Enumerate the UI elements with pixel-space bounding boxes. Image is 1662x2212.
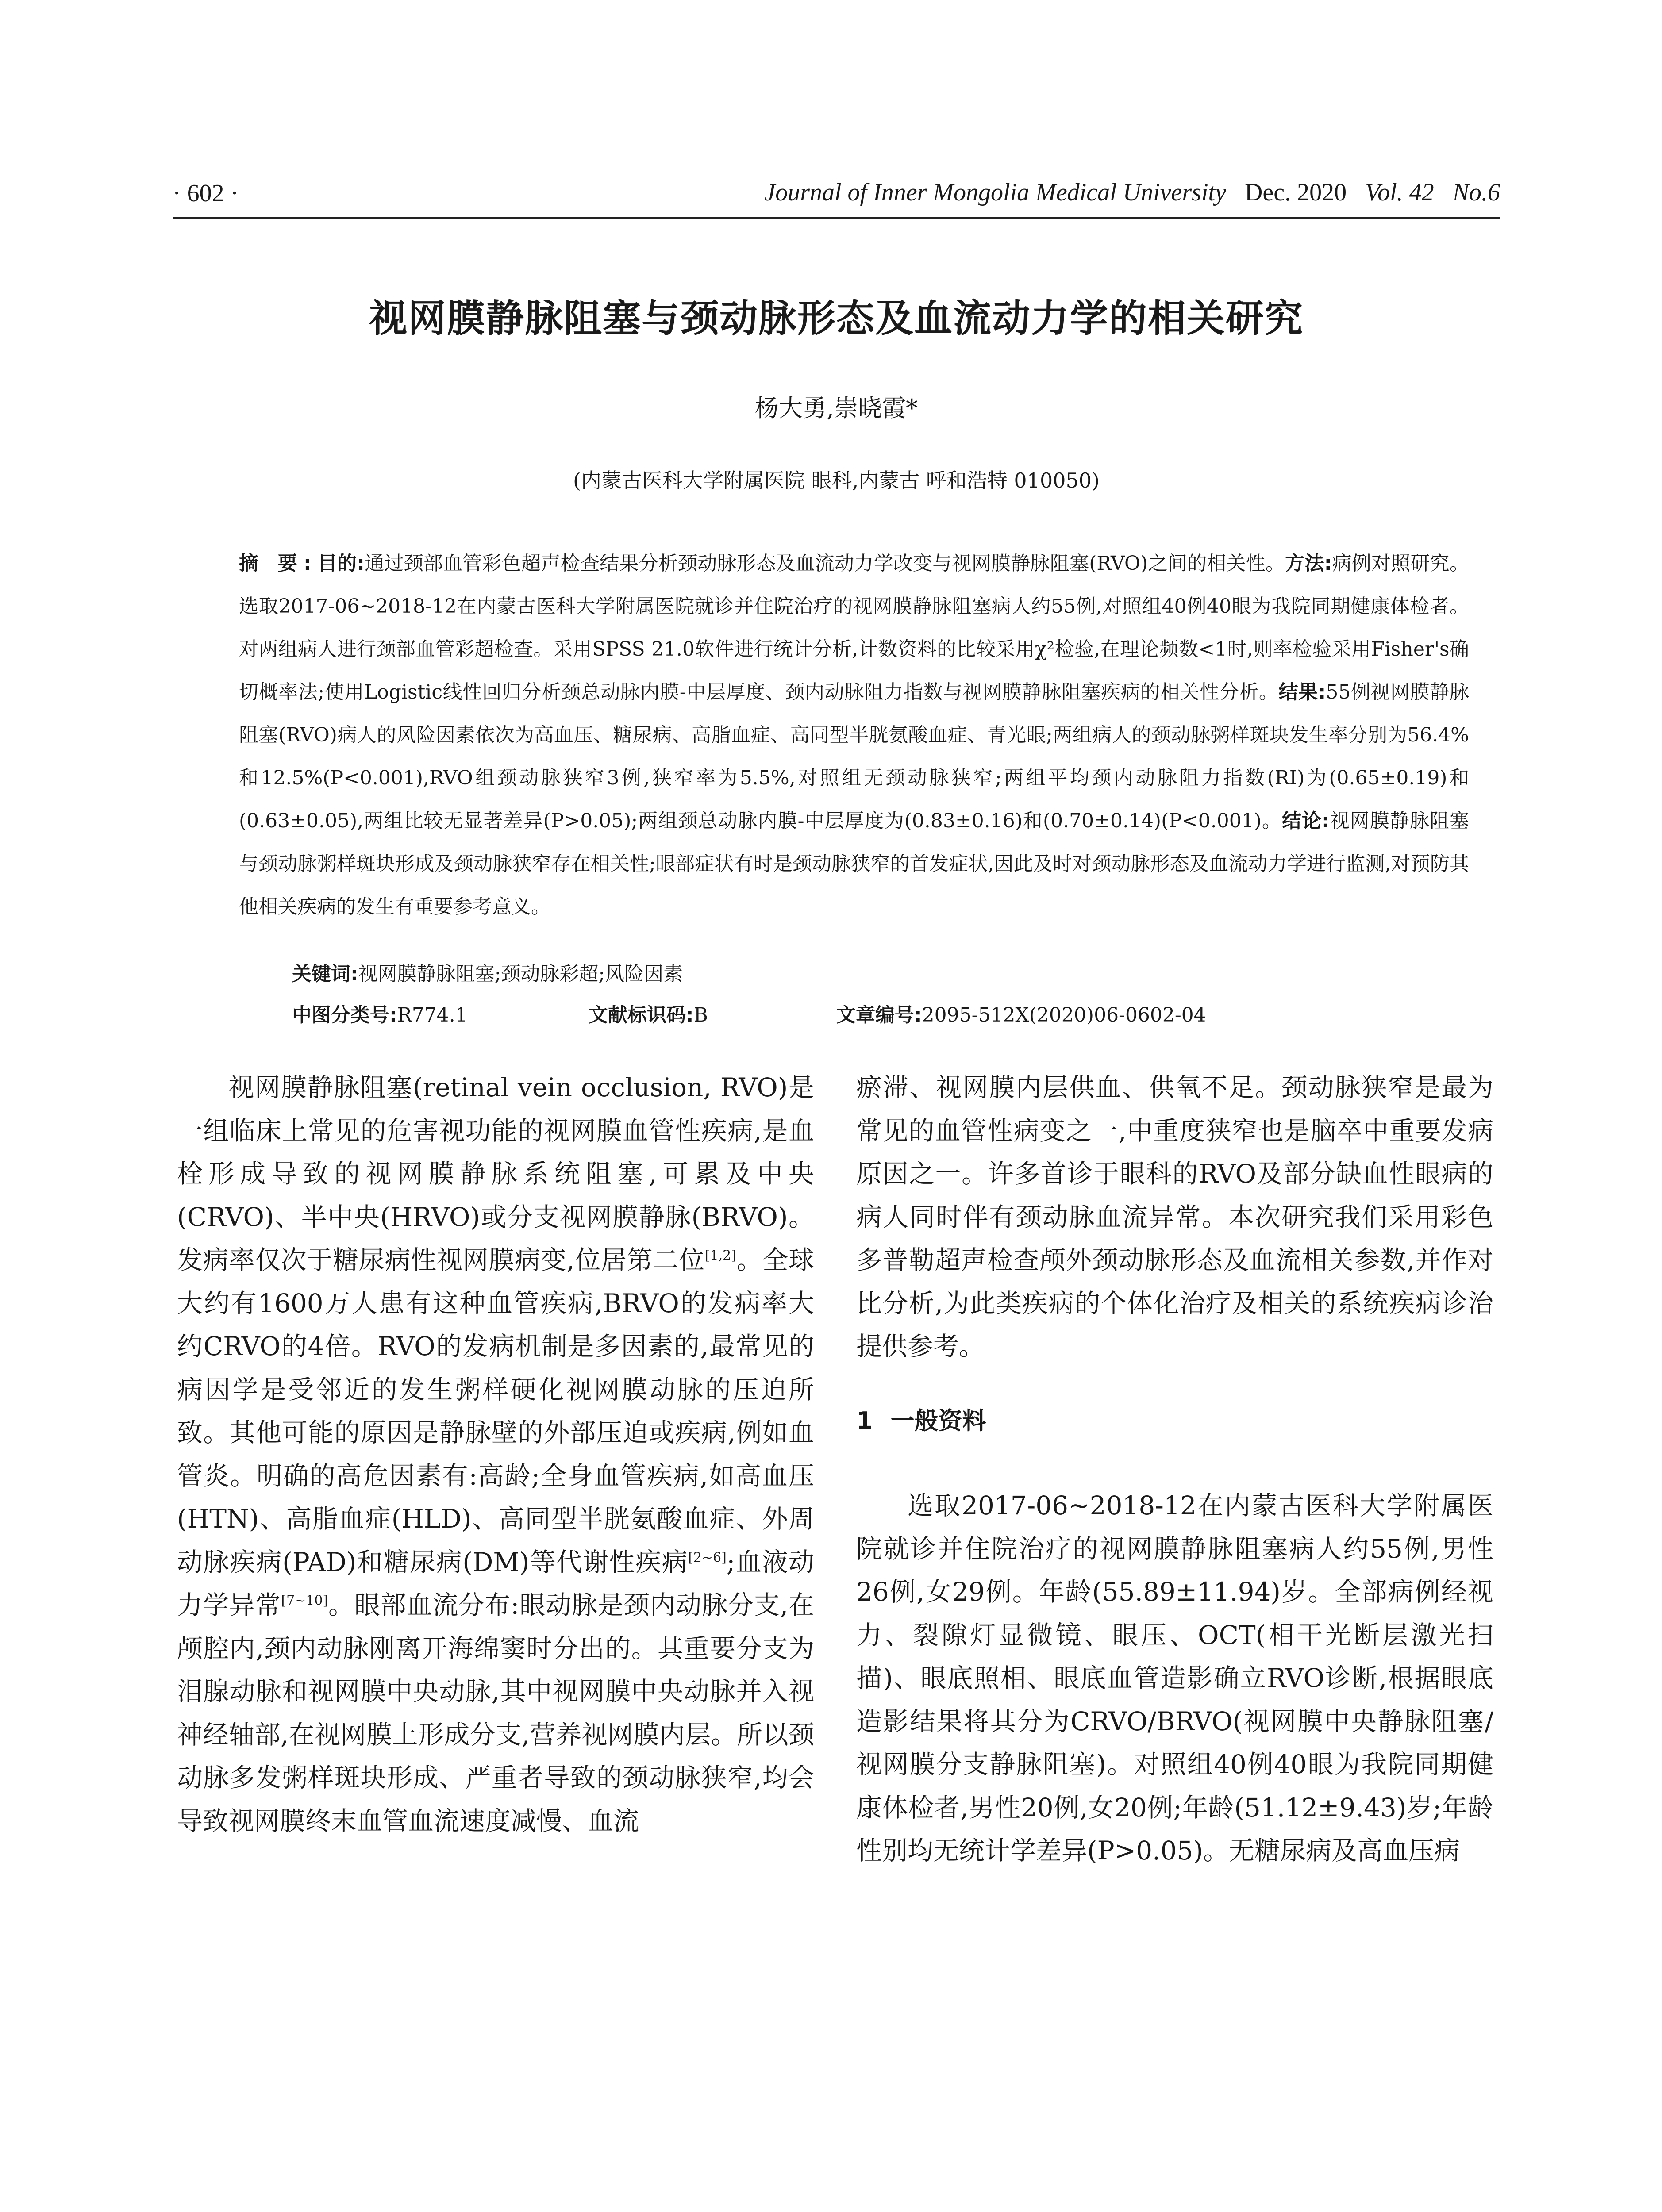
- page-number: · 602 ·: [173, 180, 239, 207]
- materials-paragraph: 选取2017-06~2018-12在内蒙古医科大学附属医院就诊并住院治疗的视网膜静脉阻塞病人约55例,男性26例,女29例。年龄(55.89±11.94)岁。全部病例经视力、裂隙灯显微镜、眼压、OCT(相干光断层激光扫描)、眼底照相、眼底血管造影确立RVO诊断,根据眼底造影结果将其分为CRVO/BRVO(视网膜中央静脉阻塞/视网膜分支静脉阻塞)。对照组40例40眼为我院同期健康体检者,男性20例,女20例;年龄(51.12±9.43)岁;年龄性别均无统计学差异(P>0.05)。无糖尿病及高血压病: [856, 1490, 1493, 1866]
- clc-number: [292, 999, 468, 1027]
- intro-text-3: ;血液动力学异常: [177, 1547, 815, 1620]
- section-title: 一般资料: [890, 1406, 986, 1435]
- authors: 杨大勇,崇晓霞*: [754, 394, 918, 422]
- intro-text-4: 。眼部血流分布:眼动脉是颈内动脉分支,在颅腔内,颈内动脉刚离开海绵窦时分出的。其重要分支为泪腺动脉和视网膜中央动脉,其中视网膜中央动脉并入视神经轴部,在视网膜上形成分支,营养视网膜内层。所以颈动脉多发粥样斑块形成、严重者导致的颈动脉狭窄,均会导致视网膜终末血管血流速度减慢、血流: [177, 1590, 814, 1836]
- conclusion-label: 结论:: [1281, 810, 1330, 832]
- document-code-label: 文献标识码:: [589, 1004, 694, 1026]
- section-heading: [856, 1399, 1493, 1443]
- body-left-column: [177, 1066, 814, 1843]
- objective-label: 目的:: [317, 552, 365, 575]
- document-code: [589, 999, 708, 1027]
- issue-date: Dec. 2020: [1244, 179, 1347, 206]
- objective-text: 通过颈部血管彩色超声检查结果分析颈动脉形态及血流动力学改变与视网膜静脉阻塞(RVO)之间的相关性。: [364, 552, 1285, 575]
- affiliation: (内蒙古医科大学附属医院 眼科,内蒙古 呼和浩特 010050): [573, 469, 1100, 492]
- methods-text: 病例对照研究。选取2017-06~2018-12在内蒙古医科大学附属医院就诊并住院治疗的视网膜静脉阻塞病人约55例,对照组40例40眼为我院同期健康体检者。对两组病人进行颈部血管彩超检查。采用SPSS 21.0软件进行统计分析,计数资料的比较采用χ²检验,在理论频数<1时,则率检验采用Fisher's确切概率法;使用Logistic线性回归分析颈总动脉内膜-中层厚度、颈内动脉阻力指数与视网膜静脉阻塞疾病的相关性分析。: [239, 552, 1469, 703]
- volume: Vol. 42: [1365, 179, 1434, 206]
- clc-value: R774.1: [397, 1004, 468, 1026]
- abstract-label: 摘 要:: [239, 552, 318, 575]
- methods-label: 方法:: [1285, 552, 1332, 575]
- body-right-column: [856, 1066, 1493, 1873]
- article-title: 视网膜静脉阻塞与颈动脉形态及血流动力学的相关研究: [369, 296, 1304, 341]
- section-number: 1: [856, 1406, 873, 1435]
- citation-ref: [7~10]: [281, 1593, 328, 1609]
- clc-label: 中图分类号:: [292, 1004, 397, 1026]
- issue-number: No.6: [1452, 179, 1500, 206]
- document-code-value: B: [693, 1004, 708, 1026]
- intro-paragraph: [177, 1066, 814, 1843]
- header-rule: [173, 217, 1500, 219]
- keywords-label: 关键词:: [292, 963, 358, 985]
- citation-ref: [2~6]: [688, 1550, 727, 1566]
- article-number-label: 文章编号:: [836, 1004, 922, 1026]
- results-text: 55例视网膜静脉阻塞(RVO)病人的风险因素依次为高血压、糖尿病、高脂血症、高同型半胱氨酸血症、青光眼;两组病人的颈动脉粥样斑块发生率分别为56.4%和12.5%(P<0.001),RVO组颈动脉狭窄3例,狭窄率为5.5%,对照组无颈动脉狭窄;两组平均颈内动脉阻力指数(RI)为(0.65±0.19)和(0.63±0.05),两组比较无显著差异(P>0.05);两组颈总动脉内膜-中层厚度为(0.83±0.16)和(0.70±0.14)(P<0.001)。: [239, 681, 1469, 832]
- results-label: 结果:: [1278, 681, 1326, 703]
- article-number-value: 2095-512X(2020)06-0602-04: [922, 1004, 1206, 1026]
- abstract: [239, 542, 1469, 928]
- journal-running-head: [764, 178, 1500, 207]
- citation-ref: [1,2]: [704, 1248, 736, 1263]
- journal-name: Journal of Inner Mongolia Medical University: [764, 179, 1226, 206]
- intro-text-2: 。全球大约有1600万人患有这种血管疾病,BRVO的发病率大约CRVO的4倍。RVO的发病机制是多因素的,最常见的病因学是受邻近的发生粥样硬化视网膜动脉的压迫所致。其他可能的原因是静脉壁的外部压迫或疾病,例如血管炎。明确的高危因素有:高龄;全身血管疾病,如高血压(HTN)、高脂血症(HLD)、高同型半胱氨酸血症、外周动脉疾病(PAD)和糖尿病(DM)等代谢性疾病: [177, 1245, 814, 1577]
- keywords-value: 视网膜静脉阻塞;颈动脉彩超;风险因素: [358, 963, 683, 985]
- keywords: [292, 958, 683, 986]
- conclusion-text: 视网膜静脉阻塞与颈动脉粥样斑块形成及颈动脉狭窄存在相关性;眼部症状有时是颈动脉狭窄的首发症状,因此及时对颈动脉形态及血流动力学进行监测,对预防其他相关疾病的发生有重要参考意义。: [239, 810, 1469, 918]
- intro-continued-paragraph: 瘀滞、视网膜内层供血、供氧不足。颈动脉狭窄是最为常见的血管性病变之一,中重度狭窄也是脑卒中重要发病原因之一。许多首诊于眼科的RVO及部分缺血性眼病的病人同时伴有颈动脉血流异常。本次研究我们采用彩色多普勒超声检查颅外颈动脉形态及血流相关参数,并作对比分析,为此类疾病的个体化治疗及相关的系统疾病诊治提供参考。: [856, 1072, 1493, 1361]
- intro-text-1: 视网膜静脉阻塞(retinal vein occlusion, RVO)是一组临床上常见的危害视功能的视网膜血管性疾病,是血栓形成导致的视网膜静脉系统阻塞,可累及中央(CRVO)、半中央(HRVO)或分支视网膜静脉(BRVO)。发病率仅次于糖尿病性视网膜病变,位居第二位: [177, 1072, 814, 1275]
- article-number: [836, 999, 1206, 1027]
